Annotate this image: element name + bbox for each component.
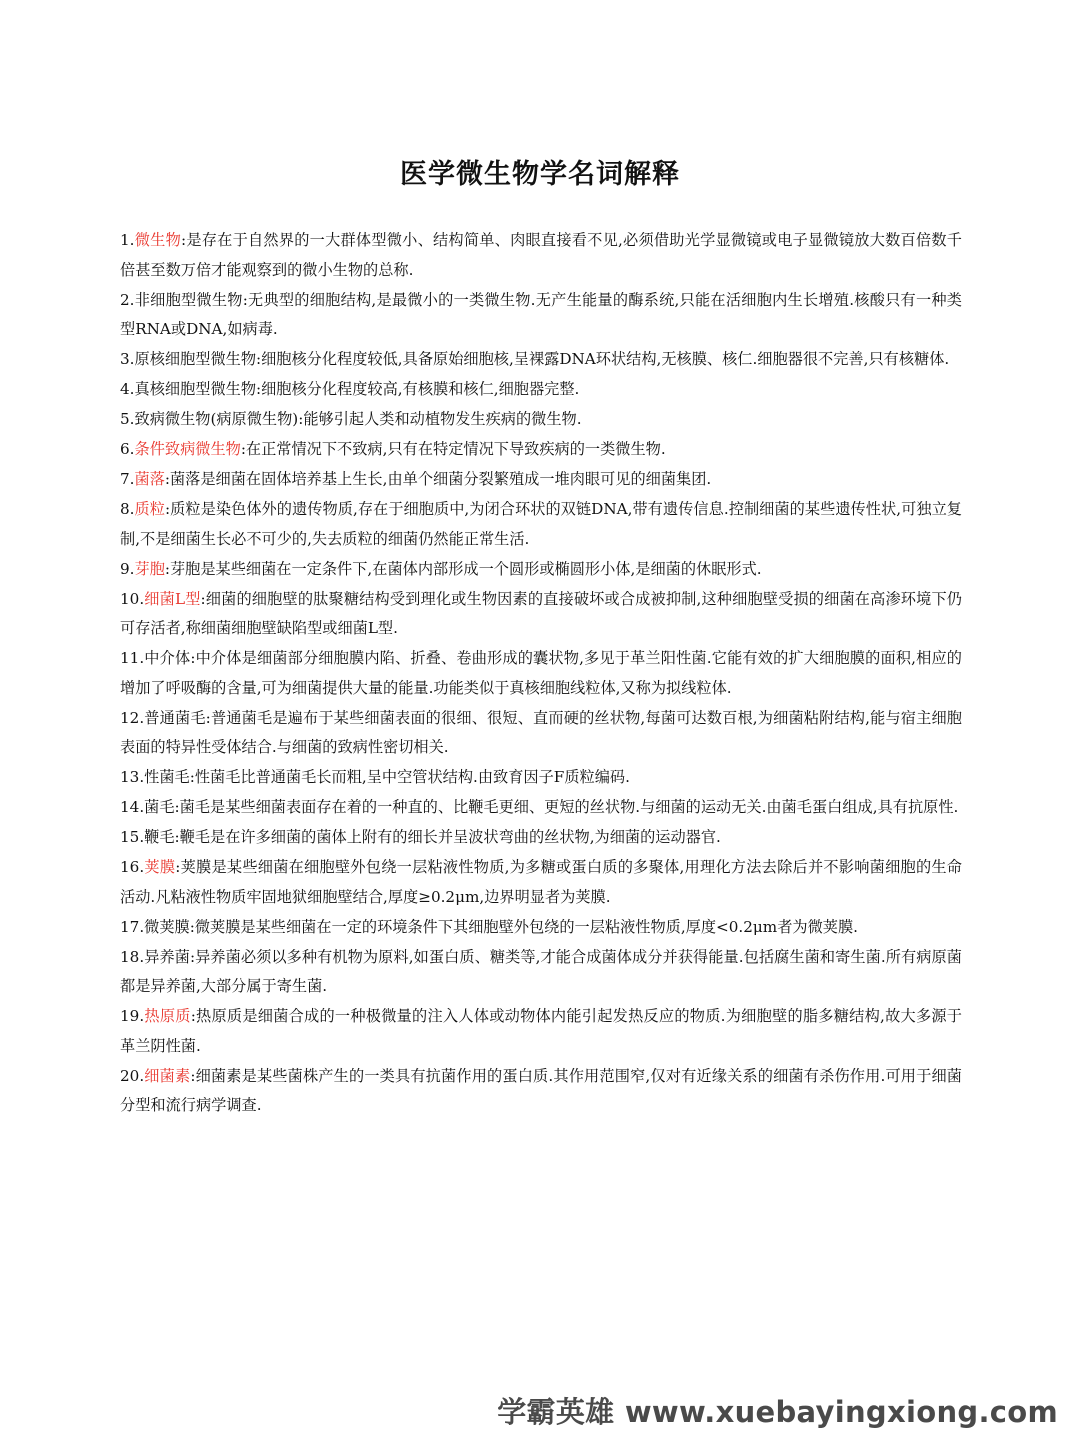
entry-number: 16.	[120, 858, 145, 876]
entry-number: 8.	[120, 500, 135, 518]
entry-definition: :鞭毛是在许多细菌的菌体上附有的细长并呈波状弯曲的丝状物,为细菌的运动器官.	[174, 828, 721, 846]
entry-term: 原核细胞型微生物	[134, 350, 256, 368]
entry-definition: :普通菌毛是遍布于某些细菌表面的很细、很短、直而硬的丝状物,每菌可达数百根,为细菌粘附结构,能与宿主细胞表面的特异性受体结合.与细菌的致病性密切相关.	[120, 708, 962, 756]
entry-term: 致病微生物(病原微生物)	[134, 410, 299, 428]
definition-entry	[120, 226, 962, 285]
entry-number: 18.	[120, 947, 145, 966]
entry-definition: :细胞核分化程度较低,具备原始细胞核,呈裸露DNA环状结构,无核膜、核仁.细胞器很不完善,只有核糖体.	[256, 350, 950, 368]
entry-definition: :无典型的细胞结构,是最微小的一类微生物.无产生能量的酶系统,只能在活细胞内生长增殖.核酸只有一种类型RNA或DNA,如病毒.	[120, 290, 962, 338]
definition-entry	[120, 913, 962, 943]
entry-number: 9.	[120, 559, 135, 578]
entry-definition: :性菌毛比普通菌毛长而粗,呈中空管状结构.由致育因子F质粒编码.	[189, 768, 630, 786]
entry-term: 热原质	[144, 1007, 191, 1025]
definition-entry	[120, 405, 962, 435]
definition-entry	[120, 644, 962, 703]
entry-definition: :微荚膜是某些细菌在一定的环境条件下其细胞壁外包绕的一层粘液性物质,厚度<0.2μm者为微荚膜.	[189, 917, 858, 936]
entry-term: 条件致病微生物	[134, 440, 241, 458]
entry-number: 14.	[120, 798, 145, 816]
entry-term: 菌落	[134, 470, 165, 488]
entry-term: 质粒	[134, 500, 166, 518]
entry-term: 性菌毛	[144, 768, 190, 786]
entry-definition: :质粒是染色体外的遗传物质,存在于细胞质中,为闭合环状的双链DNA,带有遗传信息.控制细菌的某些遗传性状,可独立复制,不是细菌生长必不可少的,失去质粒的细菌仍然能正常生活.	[120, 500, 962, 548]
definition-entry	[120, 345, 962, 375]
entry-term: 微生物	[134, 231, 181, 249]
entry-definition: :菌落是细菌在固体培养基上生长,由单个细菌分裂繁殖成一堆肉眼可见的细菌集团.	[164, 470, 712, 488]
entry-term: 真核细胞型微生物	[134, 380, 256, 398]
entry-term: 鞭毛	[144, 828, 175, 846]
entry-number: 20.	[120, 1066, 145, 1085]
entry-definition: :细菌素是某些菌株产生的一类具有抗菌作用的蛋白质.其作用范围窄,仅对有近缘关系的细菌有杀伤作用.可用于细菌分型和流行病学调查.	[120, 1066, 962, 1114]
entry-number: 2.	[120, 290, 135, 309]
entry-term: 异养菌	[144, 947, 190, 966]
entry-definition: :细菌的细胞壁的肽聚糖结构受到理化或生物因素的直接破坏或合成被抑制,这种细胞壁受损的细菌在高渗环境下仍可存活者,称细菌细胞壁缺陷型或细菌L型.	[120, 589, 962, 637]
entry-number: 11.	[120, 649, 145, 667]
entry-number: 5.	[120, 410, 135, 428]
entry-definition: :芽胞是某些细菌在一定条件下,在菌体内部形成一个圆形或椭圆形小体,是细菌的休眠形式.	[164, 559, 762, 578]
definition-list	[120, 226, 962, 1121]
entry-definition: :异养菌必须以多种有机物为原料,如蛋白质、糖类等,才能合成菌体成分并获得能量.包括腐生菌和寄生菌.所有病原菌都是异养菌,大部分属于寄生菌.	[120, 947, 962, 995]
definition-entry	[120, 853, 962, 912]
definition-entry	[120, 286, 962, 345]
entry-definition: :菌毛是某些细菌表面存在着的一种直的、比鞭毛更细、更短的丝状物.与细菌的运动无关.由菌毛蛋白组成,具有抗原性.	[174, 798, 959, 816]
entry-term: 细菌L型	[144, 589, 201, 608]
entry-number: 3.	[120, 350, 135, 368]
entry-definition: :能够引起人类和动植物发生疾病的微生物.	[298, 410, 582, 428]
definition-entry	[120, 793, 962, 823]
entry-definition: :荚膜是某些细菌在细胞壁外包绕一层粘液性物质,为多糖或蛋白质的多聚体,用理化方法去除后并不影响菌细胞的生命活动.凡粘液性物质牢固地狱细胞壁结合,厚度≥0.2μm,边界明显者为荚膜.	[120, 858, 962, 906]
entry-term: 芽胞	[134, 559, 165, 578]
entry-term: 菌毛	[144, 798, 175, 816]
entry-definition: :是存在于自然界的一大群体型微小、结构简单、肉眼直接看不见,必须借助光学显微镜或电子显微镜放大数百倍数千倍甚至数万倍才能观察到的微小生物的总称.	[120, 231, 962, 279]
definition-entry	[120, 823, 962, 853]
entry-term: 荚膜	[144, 858, 176, 876]
entry-definition: :中介体是细菌部分细胞膜内陷、折叠、卷曲形成的囊状物,多见于革兰阳性菌.它能有效的扩大细胞膜的面积,相应的增加了呼吸酶的含量,可为细菌提供大量的能量.功能类似于真核细胞线粒体,又称为拟线粒体.	[120, 649, 962, 697]
entry-number: 15.	[120, 828, 145, 846]
entry-definition: :细胞核分化程度较高,有核膜和核仁,细胞器完整.	[256, 380, 580, 398]
entry-number: 6.	[120, 440, 135, 458]
page-title: 医学微生物学名词解释	[400, 159, 680, 190]
definition-entry	[120, 1062, 962, 1121]
entry-number: 19.	[120, 1007, 145, 1025]
definition-entry	[120, 763, 962, 793]
entry-term: 细菌素	[144, 1066, 191, 1085]
entry-term: 非细胞型微生物	[134, 290, 243, 309]
entry-number: 13.	[120, 768, 145, 786]
watermark: 学霸英雄 www.xuebayingxiong.com	[497, 1395, 1058, 1429]
entry-number: 17.	[120, 917, 145, 936]
definition-entry	[120, 555, 962, 585]
entry-number: 12.	[120, 708, 145, 727]
entry-number: 10.	[120, 589, 145, 608]
entry-term: 普通菌毛	[144, 708, 206, 727]
entry-number: 4.	[120, 380, 135, 398]
entry-term: 微荚膜	[144, 917, 190, 936]
entry-definition: :在正常情况下不致病,只有在特定情况下导致疾病的一类微生物.	[240, 440, 666, 458]
entry-term: 中介体	[144, 649, 191, 667]
entry-definition: :热原质是细菌合成的一种极微量的注入人体或动物体内能引起发热反应的物质.为细胞壁的脂多糖结构,故大多源于革兰阴性菌.	[120, 1007, 962, 1055]
definition-entry	[120, 943, 962, 1002]
definition-entry	[120, 465, 962, 495]
definition-entry	[120, 375, 962, 405]
definition-entry	[120, 435, 962, 465]
definition-entry	[120, 704, 962, 763]
definition-entry	[120, 495, 962, 554]
entry-number: 7.	[120, 470, 135, 488]
entry-number: 1.	[120, 231, 135, 249]
definition-entry	[120, 585, 962, 644]
definition-entry	[120, 1002, 962, 1061]
